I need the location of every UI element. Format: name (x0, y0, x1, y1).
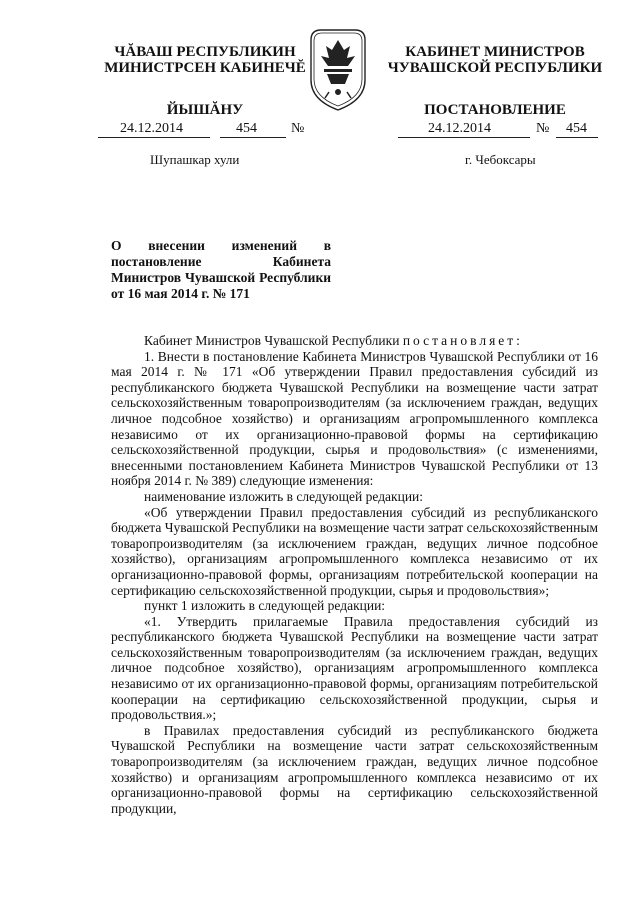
body-paragraph-6: в Правилах предоставления субсидий из республиканского бюджета Чувашской Республики на возмещение части затрат сельскохозяйственным товаропроизводителям (за исключением граждан, ведущих личное подсобное хозяйство) и организациям агропромышленного комплекса независимо от их организационно-правовой формы на сертификацию сельскохозяйственной продукции, (111, 722, 598, 816)
reg-right-number: 454 (566, 121, 587, 136)
chuvash-coat-of-arms-icon (305, 26, 371, 112)
header-right-russian (380, 44, 610, 118)
reg-left-number: 454 (236, 121, 257, 136)
document-subject: О внесении изменений в постановление Кабинета Министров Чувашской Республики от 16 мая 2014 г. № 171 (111, 238, 331, 301)
reg-left-date-underline (98, 137, 210, 138)
reg-right-date-underline (398, 137, 530, 138)
city-left: Шупашкар хули (150, 152, 240, 167)
city-right: г. Чебоксары (465, 152, 536, 167)
header-left-line2: МИНИСТРСЕН КАБИНЕЧĔ (104, 60, 306, 76)
header-left-line1: ЧĂВАШ РЕСПУБЛИКИН (114, 44, 296, 60)
header-right-line1: КАБИНЕТ МИНИСТРОВ (405, 44, 585, 60)
registration-left (98, 121, 318, 139)
document-body (111, 333, 598, 816)
header-left-chuvash (90, 44, 320, 118)
body-paragraph-4: пункт 1 изложить в следующей редакции: (144, 598, 386, 614)
reg-left-number-underline (220, 137, 286, 138)
header-left-doc-type: ЙЫШĂНУ (166, 102, 244, 118)
body-paragraph-3: «Об утверждении Правил предоставления субсидий из республиканского бюджета Чувашской Республики на возмещение части затрат сельскохозяйственным товаропроизводителям (за исключением граждан, ведущих личное подсобное хозяйство), организациям агропромышленного комплекса независимо от их организационно-правовой формы, организациям потребительской кооперации на сертификацию сельскохозяйственной продукции, сырья и продовольствия»; (111, 504, 598, 598)
body-intro (111, 333, 598, 349)
reg-left-date: 24.12.2014 (120, 121, 183, 136)
reg-left-sign: № (291, 121, 305, 136)
body-paragraph-2: наименование изложить в следующей редакции: (144, 488, 424, 504)
body-paragraph-1: 1. Внести в постановление Кабинета Министров Чувашской Республики от 16 мая 2014 г. № 171 «Об утверждении Правил предоставления субсидий из республиканского бюджета Чувашской Республики на возмещение части затрат сельскохозяйственным товаропроизводителям (за исключением граждан, ведущих личное подсобное хозяйство) и организациям агропромышленного комплекса независимо от их организационно-правовой формы на сертификацию сельскохозяйственной продукции, сырья и продовольствия» (с изменениями, внесенными постановлением Кабинета Министров Чувашской Республики от 13 ноября 2014 г. № 389) следующие изменения: (111, 348, 598, 489)
header-right-doc-type: ПОСТАНОВЛЕНИЕ (424, 102, 566, 118)
reg-right-sign: № (536, 121, 550, 136)
header-right-line2: ЧУВАШСКОЙ РЕСПУБЛИКИ (387, 60, 603, 76)
body-paragraph-5: «1. Утвердить прилагаемые Правила предоставления субсидий из республиканского бюджета Чувашской Республики на возмещение части затрат сельскохозяйственным товаропроизводителям (за исключением граждан, ведущих личное подсобное хозяйство), организациям агропромышленного комплекса независимо от их организационно-правовой формы, организациям потребительской кооперации на сертификацию сельскохозяйственной продукции, сырья и продовольствия.»; (111, 613, 598, 723)
reg-right-number-underline (556, 137, 598, 138)
body-intro-plain: Кабинет Министров Чувашской Республики (144, 333, 403, 348)
body-intro-spaced: постановляет: (402, 333, 523, 348)
reg-right-date: 24.12.2014 (428, 121, 491, 136)
registration-right (398, 121, 598, 139)
